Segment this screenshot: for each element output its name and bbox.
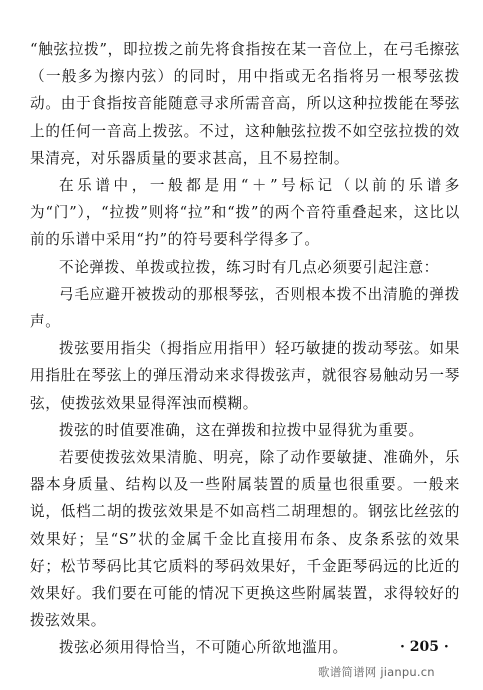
paragraph-6: 拨弦的时值要准确，这在弹拨和拉拨中显得犹为重要。 xyxy=(59,421,424,439)
paragraph-1: “触弦拉拨”，即拉拨之前先将食指按在某一音位上，在弓毛擦弦（一般多为擦内弦）的同时，用中指或无名指将另一根琴弦拨动。由于食指按音能随意寻求所需音高，所以这种拉拨能在琴弦上的任何一音高上拨弦。不过，这种触弦拉拨不如空弦拉拨的效果清亮，对乐器质量的要求甚高，且不易控制。 xyxy=(30,41,460,167)
paragraph-5: 拨弦要用指尖（拇指应用指甲）轻巧敏捷的拨动琴弦。如果用指肚在琴弦上的弹压滑动来求得拨弦声，就很容易触动另一琴弦，使拨弦效果显得浑浊而模糊。 xyxy=(30,340,460,412)
page-body xyxy=(30,36,460,662)
paragraph-8: 拨弦必须用得恰当，不可随心所欲地滥用。 xyxy=(59,639,348,657)
site-watermark: 歌谱简谱网 jianpu.cn xyxy=(318,665,435,679)
paragraph-4: 弓毛应避开被拨动的那根琴弦，否则根本拨不出清脆的弹拨声。 xyxy=(30,285,460,331)
paragraph-7: 若要使拨弦效果清脆、明亮，除了动作要敏捷、准确外，乐器本身质量、结构以及一些附属装置的质量也很重要。一般来说，低档二胡的拨弦效果是不如高档二胡理想的。钢弦比丝弦的效果好；呈“S”状的金属千金比直接用布条、皮条系弦的效果好；松节琴码比其它质料的琴码效果好，千金距琴码远的比近的效果好。我们要在可能的情况下更换这些附属装置，求得较好的拨弦效果。 xyxy=(30,449,460,630)
paragraph-3: 不论弹拨、单拨或拉拨，练习时有几点必须要引起注意： xyxy=(59,258,439,276)
paragraph-2: 在乐谱中，一般都是用“＋”号标记（以前的乐谱多为“门”），“拉拨”则将“拉”和“拨”的两个音符重叠起来，这比以前的乐谱中采用“扚”的符号要科学得多了。 xyxy=(30,177,460,249)
page-number: · 205 · xyxy=(400,639,449,655)
